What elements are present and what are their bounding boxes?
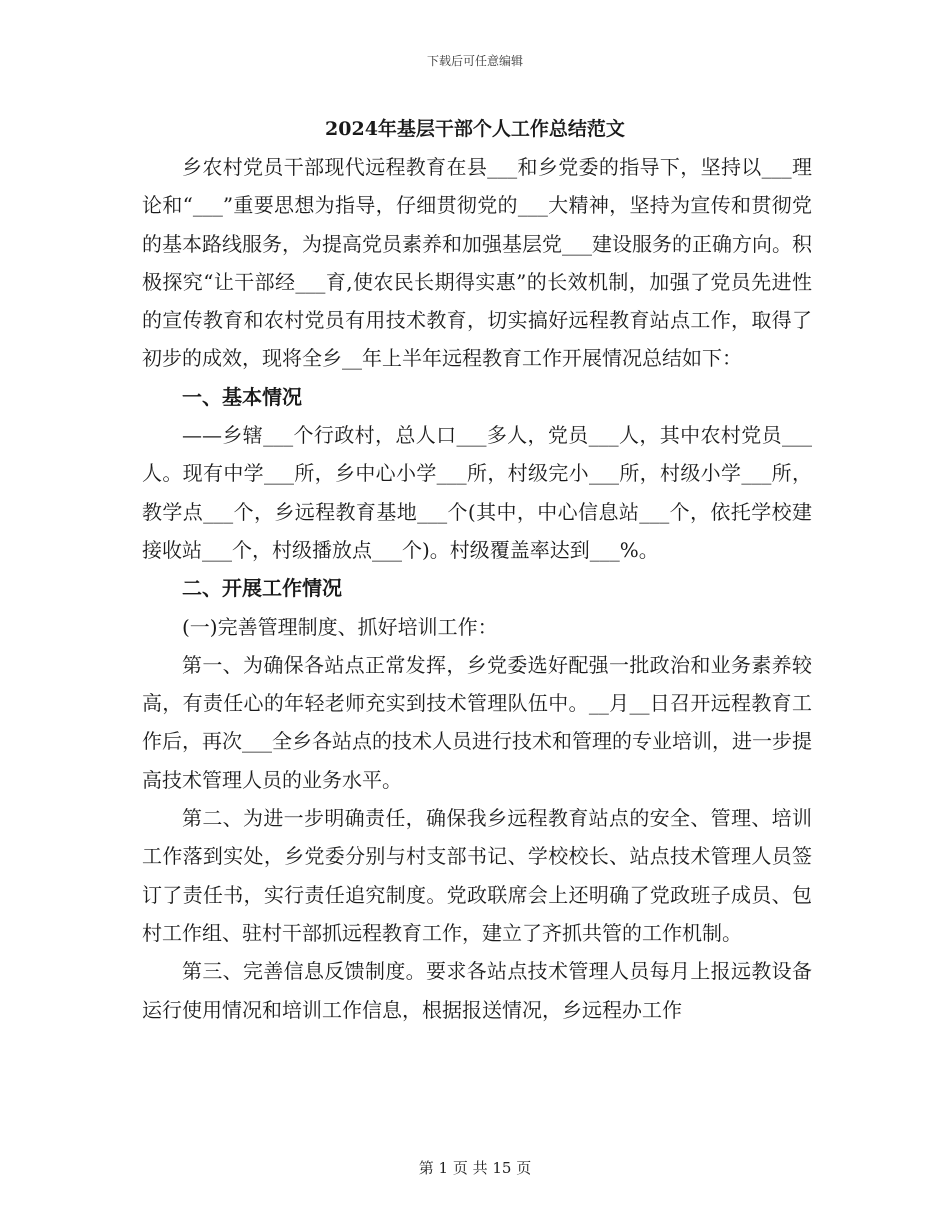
paragraph-second: 第二、为进一步明确责任，确保我乡远程教育站点的安全、管理、培训工作落到实处，乡党委分别与村支部书记、学校校长、站点技术管理人员签订了责任书，实行责任追究制度。党政联席会上还明确了党政班子成员、包村工作组、驻村干部抓远程教育工作，建立了齐抓共管的工作机制。 <box>142 806 812 945</box>
section-heading-work: 二、开展工作情况 <box>182 576 342 601</box>
page-header: 下载后可任意编辑 <box>426 54 523 68</box>
page-footer: 第 1 页 共 15 页 <box>418 1159 532 1177</box>
document-title: 2024年基层干部个人工作总结范文 <box>325 118 625 140</box>
subsection-heading: (一)完善管理制度、抓好培训工作： <box>182 614 498 639</box>
section-heading-basic: 一、基本情况 <box>182 384 302 409</box>
intro-paragraph: 乡农村党员干部现代远程教育在县___和乡党委的指导下，坚持以___理论和“___”重要思想为指导，仔细贯彻党的___大精神，坚持为宣传和贯彻党的基本路线服务，为提高党员素养和加强基层党___建设服务的正确方向。积极探究“让干部经___育,使农民长期得实惠”的长效机制，加强了党员先进性的宣传教育和农村党员有用技术教育，切实搞好远程教育站点工作，取得了初步的成效，现将全乡__年上半年远程教育工作开展情况总结如下： <box>142 155 812 371</box>
paragraph-first: 第一、为确保各站点正常发挥，乡党委选好配强一批政治和业务素养较高，有责任心的年轻老师充实到技术管理队伍中。__月__日召开远程教育工作后，再次___全乡各站点的技术人员进行技术和管理的专业培训，进一步提高技术管理人员的业务水平。 <box>142 652 812 792</box>
paragraph-third: 第三、完善信息反馈制度。要求各站点技术管理人员每月上报远教设备运行使用情况和培训工作信息，根据报送情况，乡远程办工作 <box>142 959 812 1022</box>
document-body <box>142 148 812 1029</box>
basic-info-paragraph: ——乡辖___个行政村，总人口___多人，党员___人，其中农村党员___人。现有中学___所，乡中心小学___所，村级完小___所，村级小学___所，教学点___个，乡远程教育基地___个(其中，中心信息站___个，依托学校建接收站___个，村级播放点___个)。村级覆盖率达到___%。 <box>142 423 812 562</box>
